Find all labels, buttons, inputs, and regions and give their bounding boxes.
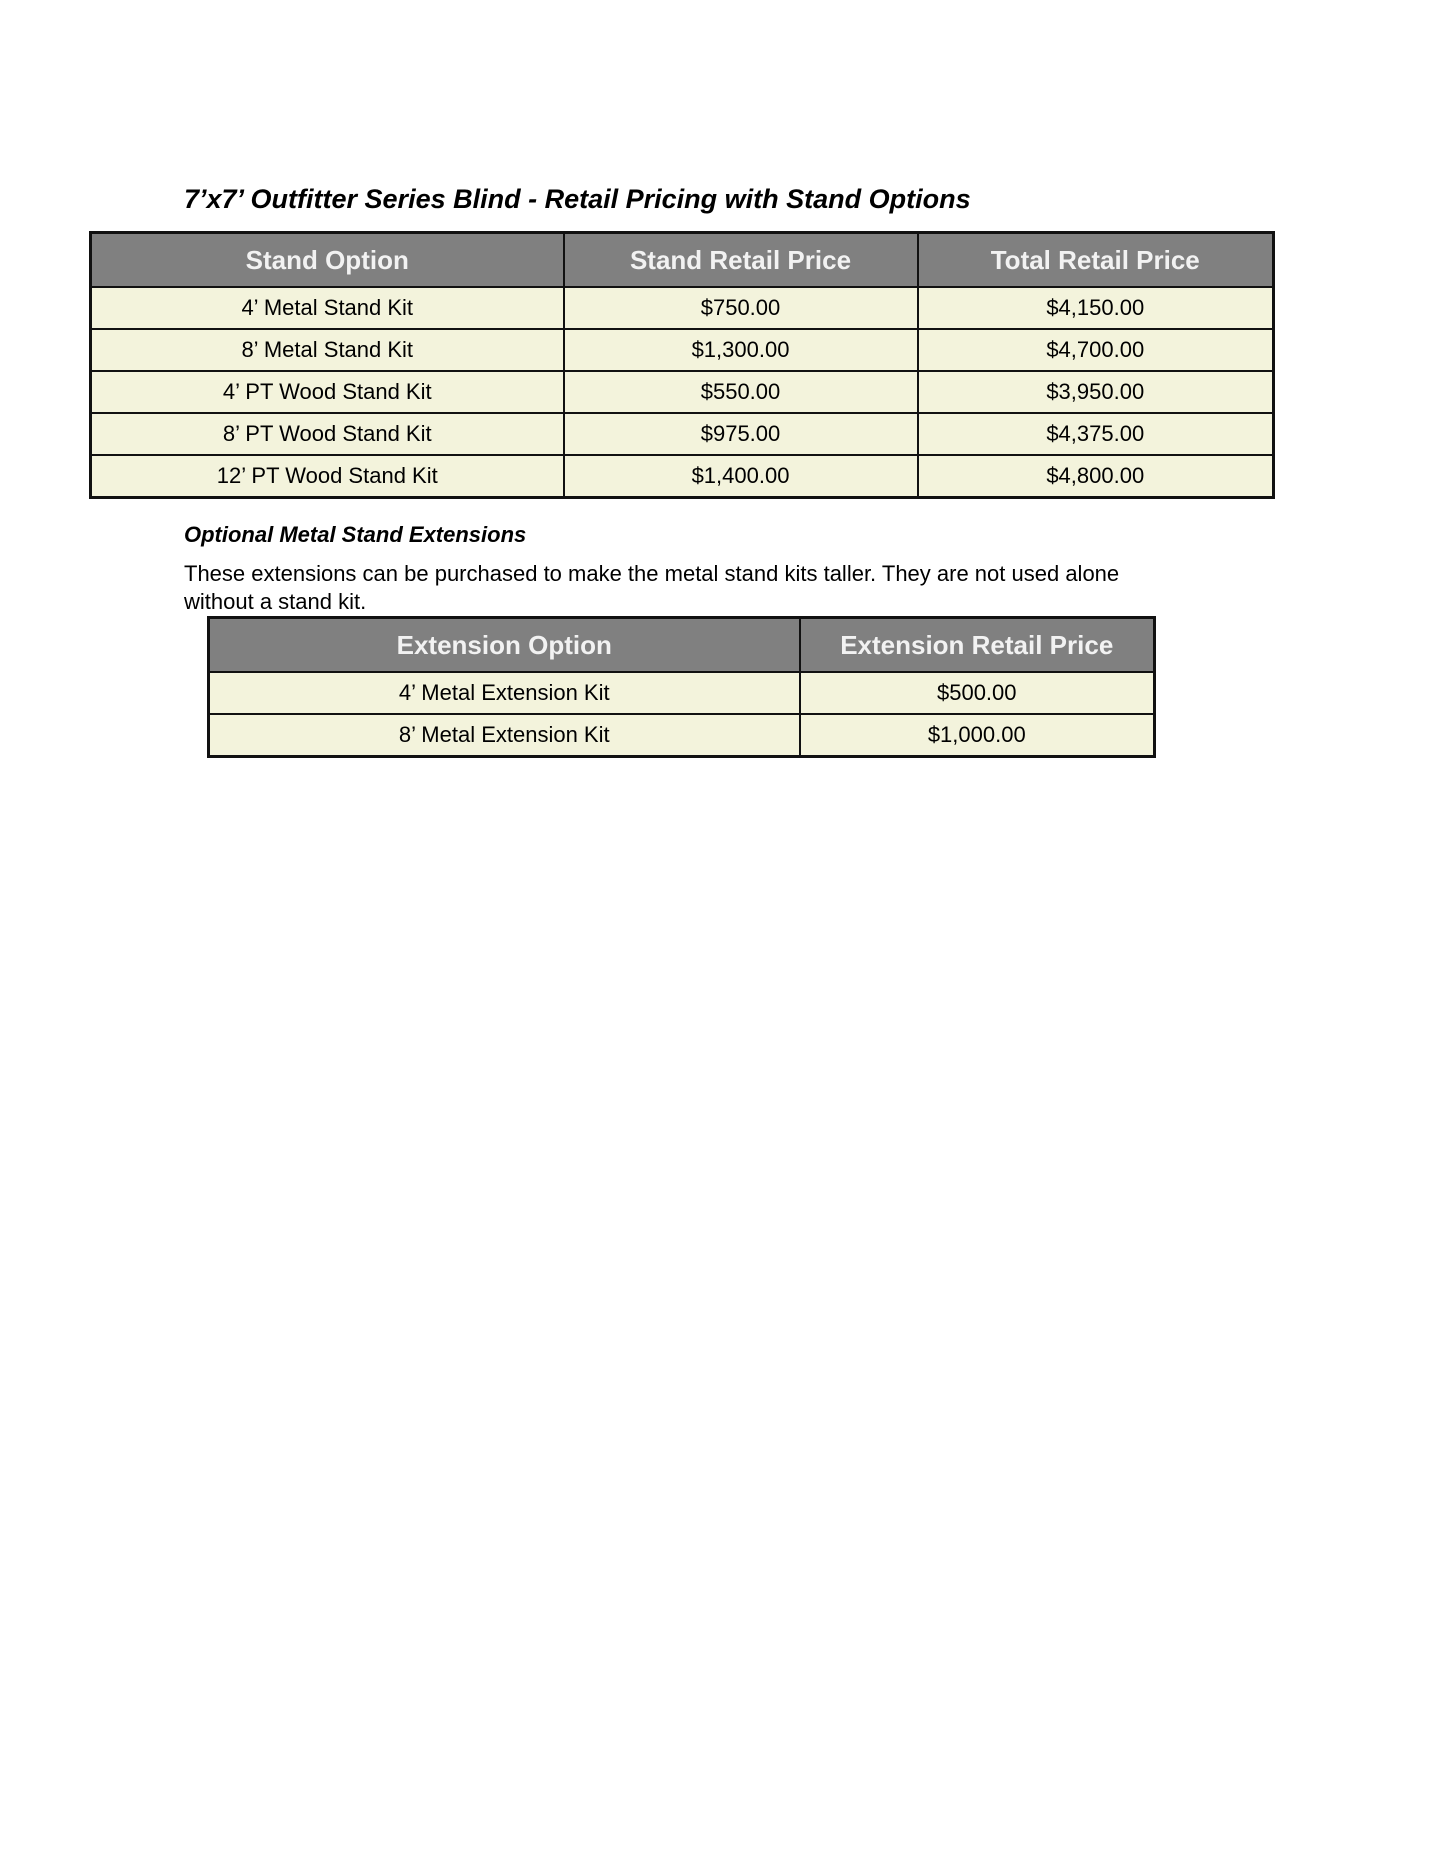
table-row xyxy=(91,455,1274,498)
table-row xyxy=(91,371,1274,413)
extension-option-cell: 8’ Metal Extension Kit xyxy=(209,714,800,757)
table-row xyxy=(209,672,1155,714)
extensions-description: These extensions can be purchased to make the metal stand kits taller. They are not used alone without a stand kit. xyxy=(184,561,1120,614)
table-row xyxy=(91,413,1274,455)
stand-option-cell: 8’ Metal Stand Kit xyxy=(91,329,564,371)
stand-price-cell: $550.00 xyxy=(564,371,918,413)
stand-pricing-table xyxy=(89,231,1275,499)
table-row xyxy=(91,287,1274,329)
extension-pricing-table xyxy=(207,616,1156,758)
total-price-cell: $4,700.00 xyxy=(918,329,1274,371)
table-header-row xyxy=(91,233,1274,288)
stand-price-cell: $750.00 xyxy=(564,287,918,329)
stand-price-cell: $1,400.00 xyxy=(564,455,918,498)
total-price-cell: $4,150.00 xyxy=(918,287,1274,329)
stand-option-cell: 4’ PT Wood Stand Kit xyxy=(91,371,564,413)
stand-option-cell: 8’ PT Wood Stand Kit xyxy=(91,413,564,455)
stand-price-cell: $1,300.00 xyxy=(564,329,918,371)
stand-option-cell: 12’ PT Wood Stand Kit xyxy=(91,455,564,498)
stand-price-cell: $975.00 xyxy=(564,413,918,455)
table-row xyxy=(91,329,1274,371)
column-header-stand-retail-price: Stand Retail Price xyxy=(564,233,918,288)
column-header-stand-option: Stand Option xyxy=(91,233,564,288)
table-row xyxy=(209,714,1155,757)
total-price-cell: $3,950.00 xyxy=(918,371,1274,413)
total-price-cell: $4,375.00 xyxy=(918,413,1274,455)
total-price-cell: $4,800.00 xyxy=(918,455,1274,498)
column-header-total-retail-price: Total Retail Price xyxy=(918,233,1274,288)
column-header-extension-option: Extension Option xyxy=(209,618,800,673)
extension-price-cell: $500.00 xyxy=(800,672,1155,714)
stand-option-cell: 4’ Metal Stand Kit xyxy=(91,287,564,329)
extension-option-cell: 4’ Metal Extension Kit xyxy=(209,672,800,714)
extension-price-cell: $1,000.00 xyxy=(800,714,1155,757)
extensions-subtitle: Optional Metal Stand Extensions xyxy=(184,522,527,547)
column-header-extension-retail-price: Extension Retail Price xyxy=(800,618,1155,673)
table-header-row xyxy=(209,618,1155,673)
page-title: 7’x7’ Outfitter Series Blind - Retail Pricing with Stand Options xyxy=(184,184,971,214)
